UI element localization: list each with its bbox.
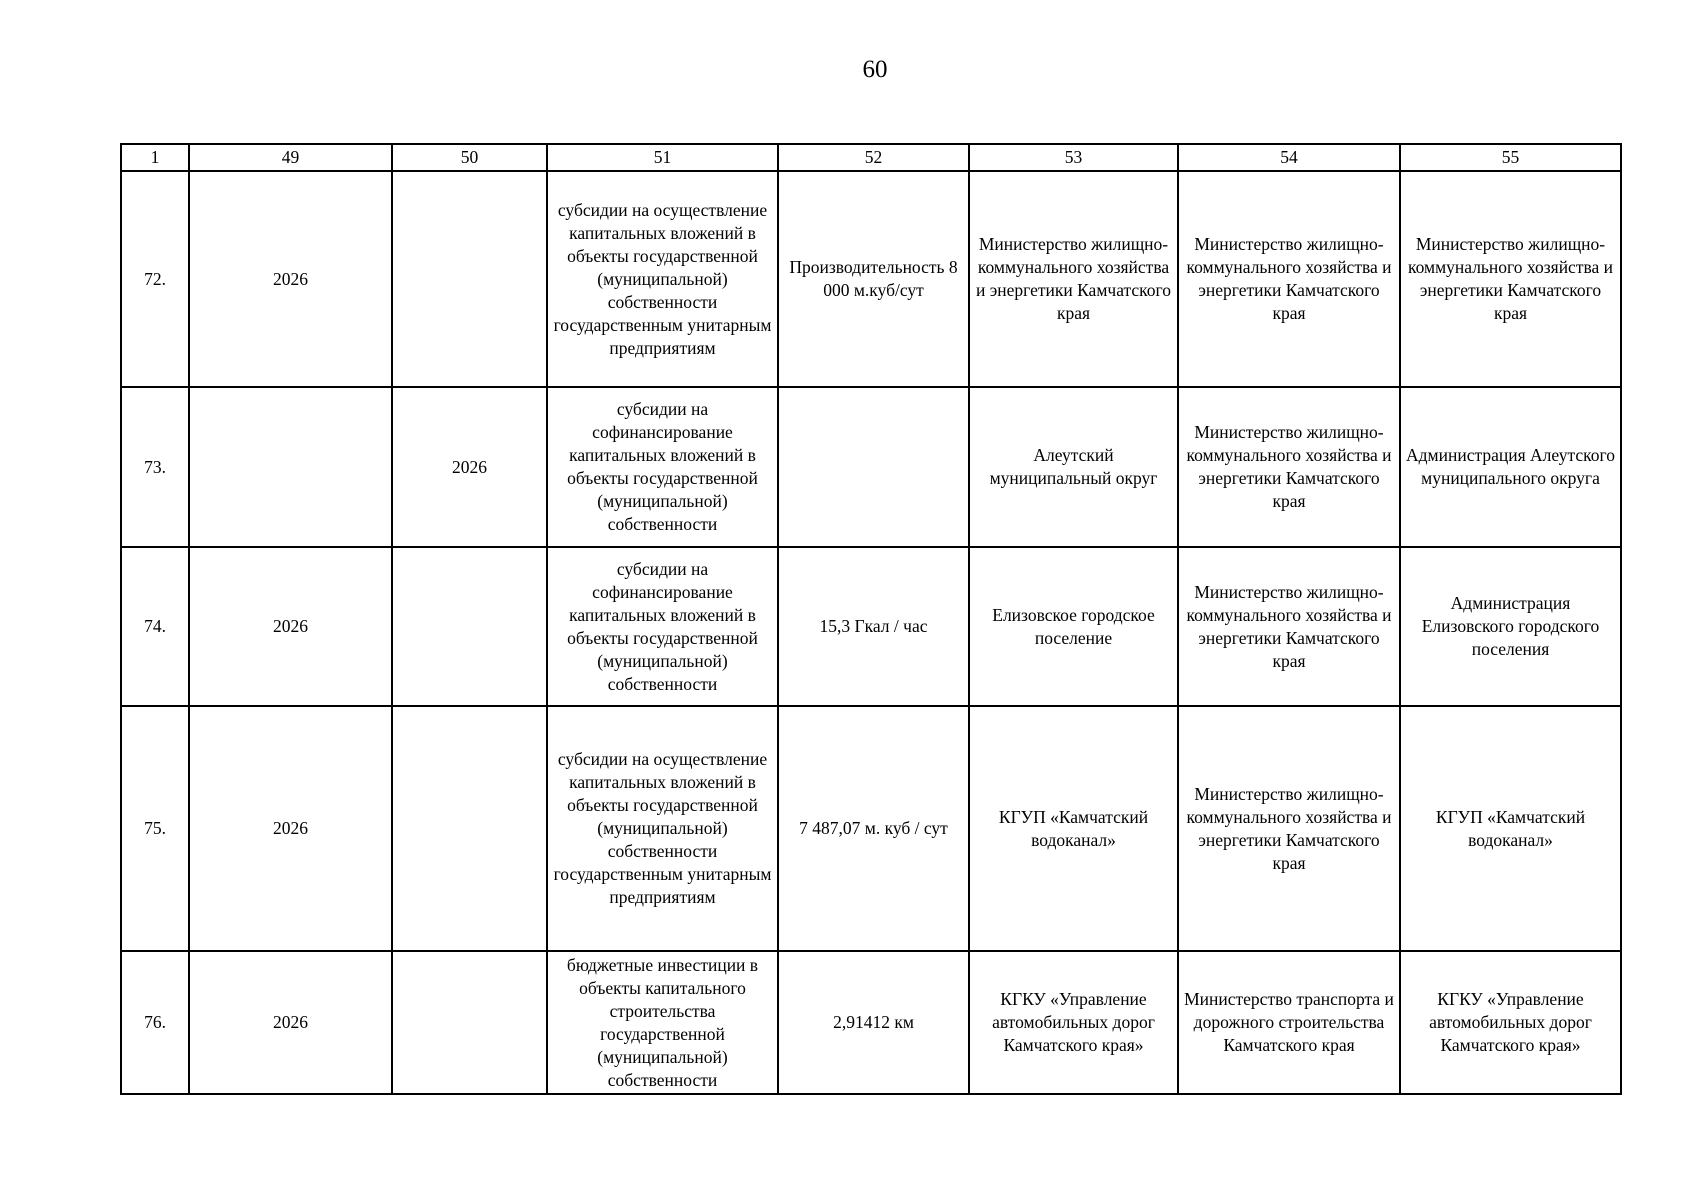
header-row — [121, 144, 1621, 171]
row-number-cell: 76. — [121, 951, 189, 1094]
col-51-cell: субсидии на софинансирование капитальных вложений в объекты государственной (муниципальной) собственности — [547, 547, 778, 706]
page-number: 60 — [862, 56, 888, 83]
col-49-cell: 2026 — [189, 171, 392, 387]
col-49-cell — [189, 387, 392, 547]
col-54-cell: Министерство жилищно-коммунального хозяйства и энергетики Камчатского края — [1178, 706, 1400, 951]
col-54-cell: Министерство транспорта и дорожного строительства Камчатского края — [1178, 951, 1400, 1094]
col-51-cell: субсидии на осуществление капитальных вложений в объекты государственной (муниципальной) собственности государственным унитарным предприятиям — [547, 171, 778, 387]
table-row — [121, 387, 1621, 547]
col-51-cell: субсидии на софинансирование капитальных вложений в объекты государственной (муниципальной) собственности — [547, 387, 778, 547]
col-49-cell: 2026 — [189, 706, 392, 951]
row-number-cell: 75. — [121, 706, 189, 951]
header-cell-55: 55 — [1400, 144, 1621, 171]
col-53-cell: КГУП «Камчатский водоканал» — [969, 706, 1178, 951]
col-50-cell — [392, 547, 547, 706]
col-54-cell: Министерство жилищно-коммунального хозяйства и энергетики Камчатского края — [1178, 387, 1400, 547]
header-cell-53: 53 — [969, 144, 1178, 171]
header-cell-51: 51 — [547, 144, 778, 171]
col-52-cell — [778, 387, 969, 547]
header-cell-49: 49 — [189, 144, 392, 171]
header-cell-54: 54 — [1178, 144, 1400, 171]
col-55-cell: КГУП «Камчатский водоканал» — [1400, 706, 1621, 951]
col-53-cell: Министерство жилищно-коммунального хозяйства и энергетики Камчатского края — [969, 171, 1178, 387]
col-49-cell: 2026 — [189, 547, 392, 706]
col-54-cell: Министерство жилищно-коммунального хозяйства и энергетики Камчатского края — [1178, 547, 1400, 706]
col-52-cell: Производительность 8 000 м.куб/сут — [778, 171, 969, 387]
table-row — [121, 706, 1621, 951]
header-cell-50: 50 — [392, 144, 547, 171]
header-cell-1: 1 — [121, 144, 189, 171]
col-55-cell: Министерство жилищно-коммунального хозяйства и энергетики Камчатского края — [1400, 171, 1621, 387]
col-54-cell: Министерство жилищно-коммунального хозяйства и энергетики Камчатского края — [1178, 171, 1400, 387]
col-55-cell: Администрация Алеутского муниципального округа — [1400, 387, 1621, 547]
col-52-cell: 7 487,07 м. куб / сут — [778, 706, 969, 951]
col-53-cell: Елизовское городское поселение — [969, 547, 1178, 706]
col-53-cell: КГКУ «Управление автомобильных дорог Камчатского края» — [969, 951, 1178, 1094]
col-53-cell: Алеутский муниципальный округ — [969, 387, 1178, 547]
row-number-cell: 74. — [121, 547, 189, 706]
col-52-cell: 15,3 Гкал / час — [778, 547, 969, 706]
table-row — [121, 171, 1621, 387]
col-52-cell: 2,91412 км — [778, 951, 969, 1094]
table-row — [121, 547, 1621, 706]
col-50-cell — [392, 171, 547, 387]
col-50-cell: 2026 — [392, 387, 547, 547]
col-55-cell: Администрация Елизовского городского поселения — [1400, 547, 1621, 706]
header-cell-52: 52 — [778, 144, 969, 171]
table-row — [121, 951, 1621, 1094]
row-number-cell: 72. — [121, 171, 189, 387]
col-51-cell: бюджетные инвестиции в объекты капитального строительства государственной (муниципальной) собственности — [547, 951, 778, 1094]
row-number-cell: 73. — [121, 387, 189, 547]
col-50-cell — [392, 951, 547, 1094]
col-49-cell: 2026 — [189, 951, 392, 1094]
data-table — [120, 143, 1622, 1095]
col-51-cell: субсидии на осуществление капитальных вложений в объекты государственной (муниципальной) собственности государственным унитарным предприятиям — [547, 706, 778, 951]
col-55-cell: КГКУ «Управление автомобильных дорог Камчатского края» — [1400, 951, 1621, 1094]
col-50-cell — [392, 706, 547, 951]
